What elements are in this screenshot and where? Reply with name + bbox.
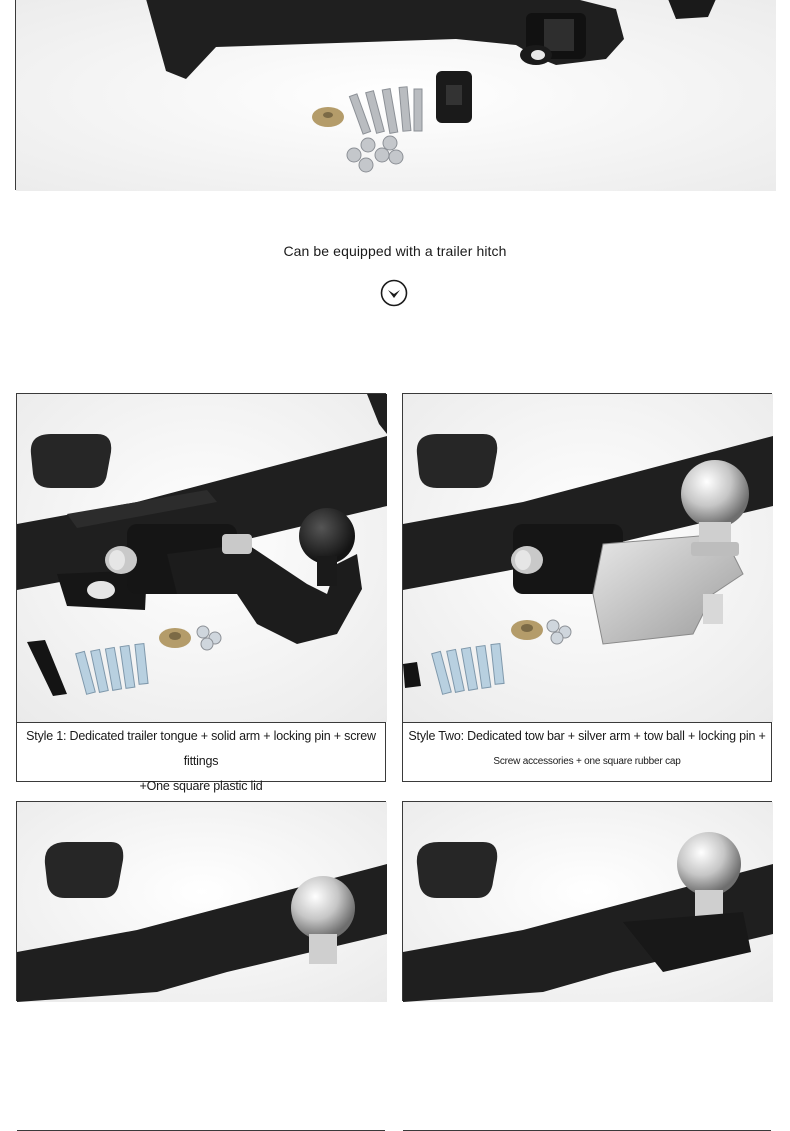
product-photo-style-3 — [17, 802, 385, 1131]
caption-line-2: Screw accessories + one square rubber cap — [493, 756, 681, 767]
product-card-style-3[interactable] — [16, 801, 386, 1001]
caption-line-1: Style Two: Dedicated tow bar + silver arm + tow ball + locking pin + — [408, 729, 766, 743]
card-caption — [403, 724, 771, 774]
product-photo-style-4 — [403, 802, 771, 1131]
top-product-photo — [15, 0, 775, 190]
product-card-style-2[interactable] — [402, 393, 772, 782]
chevron-down-circle-icon[interactable] — [380, 279, 408, 307]
card-caption — [17, 724, 385, 799]
product-card-style-4[interactable] — [402, 801, 772, 1001]
hitch-receiver-illustration — [16, 0, 776, 191]
section-title: Can be equipped with a trailer hitch — [283, 243, 507, 259]
product-photo-style-2 — [403, 394, 771, 723]
caption-line-1: Style 1: Dedicated trailer tongue + solid arm + locking pin + screw fittings — [26, 729, 376, 768]
caption-line-2: +One square plastic lid — [139, 779, 263, 793]
product-photo-style-1 — [17, 394, 385, 723]
product-card-style-1[interactable] — [16, 393, 386, 793]
